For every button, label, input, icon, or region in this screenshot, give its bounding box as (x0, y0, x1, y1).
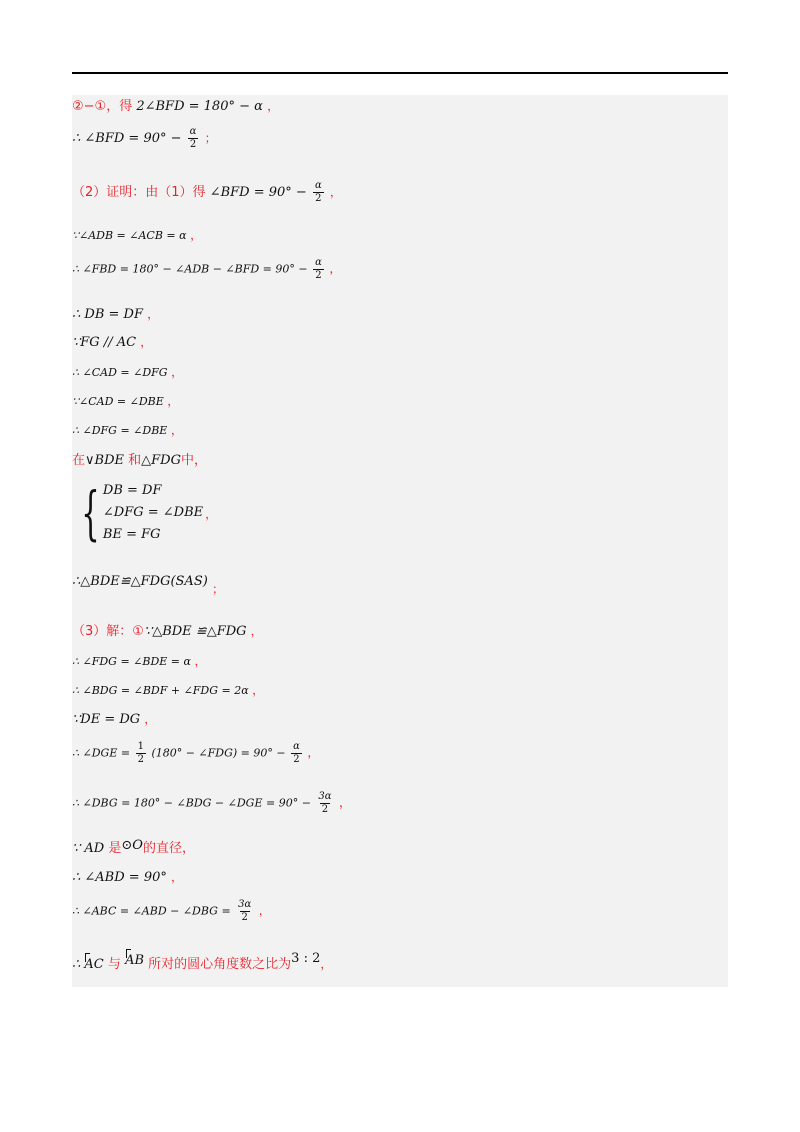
line-4 (72, 226, 202, 245)
equation-system (72, 480, 217, 546)
line-9 (72, 392, 179, 411)
circle-o-icon: ⊙O (121, 838, 143, 853)
fraction (313, 257, 324, 282)
line-22 (72, 951, 333, 974)
line-13 (72, 622, 263, 641)
equation: ∠DFG = ∠DBE (102, 505, 204, 520)
math-expression: 2∠BFD = 180° − α (136, 99, 263, 114)
line-10 (72, 421, 183, 440)
line-6 (72, 305, 159, 324)
line-7 (72, 333, 152, 352)
math-expression: ∴ (72, 957, 81, 972)
math-expression: ∵FG // AC (72, 335, 137, 350)
math-expression: ∵△BDE ≌△FDG (143, 624, 247, 639)
punctuation: ， (167, 394, 180, 408)
math-expression: ∴ ∠CAD = ∠DFG (72, 366, 168, 379)
punctuation: ， (329, 261, 342, 276)
line-8 (72, 363, 183, 382)
fraction-denominator: 2 (321, 804, 329, 815)
fraction-numerator: α (293, 741, 300, 752)
punctuation: ， (147, 307, 160, 321)
fraction-numerator: α (315, 257, 322, 268)
fraction-numerator: α (189, 126, 197, 137)
line-2 (72, 126, 217, 151)
line-21 (72, 899, 271, 924)
math-expression: ∵ AD (72, 841, 105, 856)
step-label: （3）解：① (72, 624, 144, 639)
punctuation: ， (194, 654, 207, 668)
fraction-numerator: 3α (238, 899, 252, 910)
math-expression: (180° − ∠FDG) = 90° − (151, 746, 286, 760)
math-expression: ∴ ∠BFD = 90° − (72, 131, 182, 146)
text-segment: 与 (107, 957, 121, 972)
left-brace-icon: { (81, 479, 100, 547)
equation: BE = FG (102, 527, 161, 542)
math-expression: ∴ ∠ABD = 90° (72, 870, 167, 885)
math-expression: ∵∠ADB = ∠ACB = α (72, 229, 187, 242)
fraction-denominator: 2 (137, 754, 144, 765)
ratio-value: 3 : 2 (291, 951, 321, 966)
arc-ab: AB (125, 953, 145, 968)
punctuation: ， (267, 99, 280, 113)
text-segment: 所对的圆心角度数之比为 (148, 957, 292, 972)
line-15 (72, 681, 264, 700)
fraction (136, 741, 146, 766)
step-label: ②−①，得 (72, 99, 133, 114)
fraction-denominator: 2 (315, 270, 322, 281)
equation: DB = DF (102, 483, 162, 498)
fraction-numerator: 3α (318, 791, 332, 802)
fraction (313, 180, 324, 205)
fraction (316, 791, 333, 816)
math-expression: ∴ ∠DBG = 180° − ∠BDG − ∠DGE = 90° − (72, 796, 311, 810)
line-5 (72, 257, 341, 282)
line-17 (72, 741, 319, 766)
punctuation: ， (329, 185, 342, 199)
fraction-denominator: 2 (241, 912, 248, 923)
text-segment: 中， (180, 453, 207, 468)
math-expression: ∴△BDE≌△FDG(SAS) (72, 574, 208, 589)
math-expression: ∴ ∠DGE = (72, 746, 131, 760)
text-segment: 和 (128, 453, 142, 468)
punctuation: ， (250, 624, 263, 638)
math-expression: ∴ ∠FBD = 180° − ∠ADB − ∠BFD = 90° − (72, 262, 308, 276)
punctuation: ， (190, 228, 203, 242)
line-3 (72, 180, 342, 205)
line-20 (72, 868, 183, 887)
math-expression: ∵∠CAD = ∠DBE (72, 395, 164, 408)
math-expression: ∴ ∠FDG = ∠BDE = α (72, 655, 191, 668)
punctuation: ， (171, 870, 184, 884)
fraction-denominator: 2 (315, 193, 322, 204)
math-expression: ∴ ∠BDG = ∠BDF + ∠FDG = 2α (72, 684, 249, 697)
fraction (291, 741, 302, 766)
fraction (188, 126, 199, 151)
punctuation: ， (339, 795, 352, 810)
punctuation: ， (252, 683, 265, 697)
math-expression: ∴ DB = DF (72, 307, 143, 322)
line-19 (72, 840, 195, 858)
line-18 (72, 791, 351, 816)
punctuation: ， (144, 712, 157, 726)
triangle-name: ∨BDE (85, 453, 124, 468)
fraction-numerator: 1 (137, 741, 144, 752)
punctuation: ， (205, 506, 218, 521)
text-segment: 在 (72, 453, 86, 468)
fraction-numerator: α (314, 180, 322, 191)
fraction-denominator: 2 (189, 139, 197, 150)
fraction-denominator: 2 (293, 754, 300, 765)
punctuation: ； (211, 582, 224, 596)
punctuation: ， (171, 365, 184, 379)
line-1 (72, 97, 279, 116)
line-12 (72, 572, 224, 596)
punctuation: ， (140, 335, 153, 349)
math-expression: ∠BFD = 90° − (209, 185, 307, 200)
arc-ac: AC (84, 957, 104, 972)
punctuation: ， (307, 745, 320, 760)
punctuation: ， (258, 903, 271, 918)
step-label: （2）证明：由（1）得 (72, 185, 206, 200)
punctuation: ， (320, 957, 333, 971)
fraction (236, 899, 253, 924)
line-16 (72, 710, 156, 729)
line-11 (72, 452, 207, 470)
equation-list (103, 480, 203, 546)
math-expression: ∴ ∠ABC = ∠ABD − ∠DBG = (72, 904, 231, 918)
text-segment: 的直径， (142, 841, 195, 856)
triangle-name: △FDG (141, 453, 181, 468)
header-rule (72, 72, 728, 74)
punctuation: ， (170, 423, 183, 437)
text-segment: 是 (108, 841, 122, 856)
math-expression: ∴ ∠DFG = ∠DBE (72, 424, 168, 437)
math-expression: ∵DE = DG (72, 712, 141, 727)
line-14 (72, 652, 206, 671)
punctuation: ； (204, 131, 217, 145)
